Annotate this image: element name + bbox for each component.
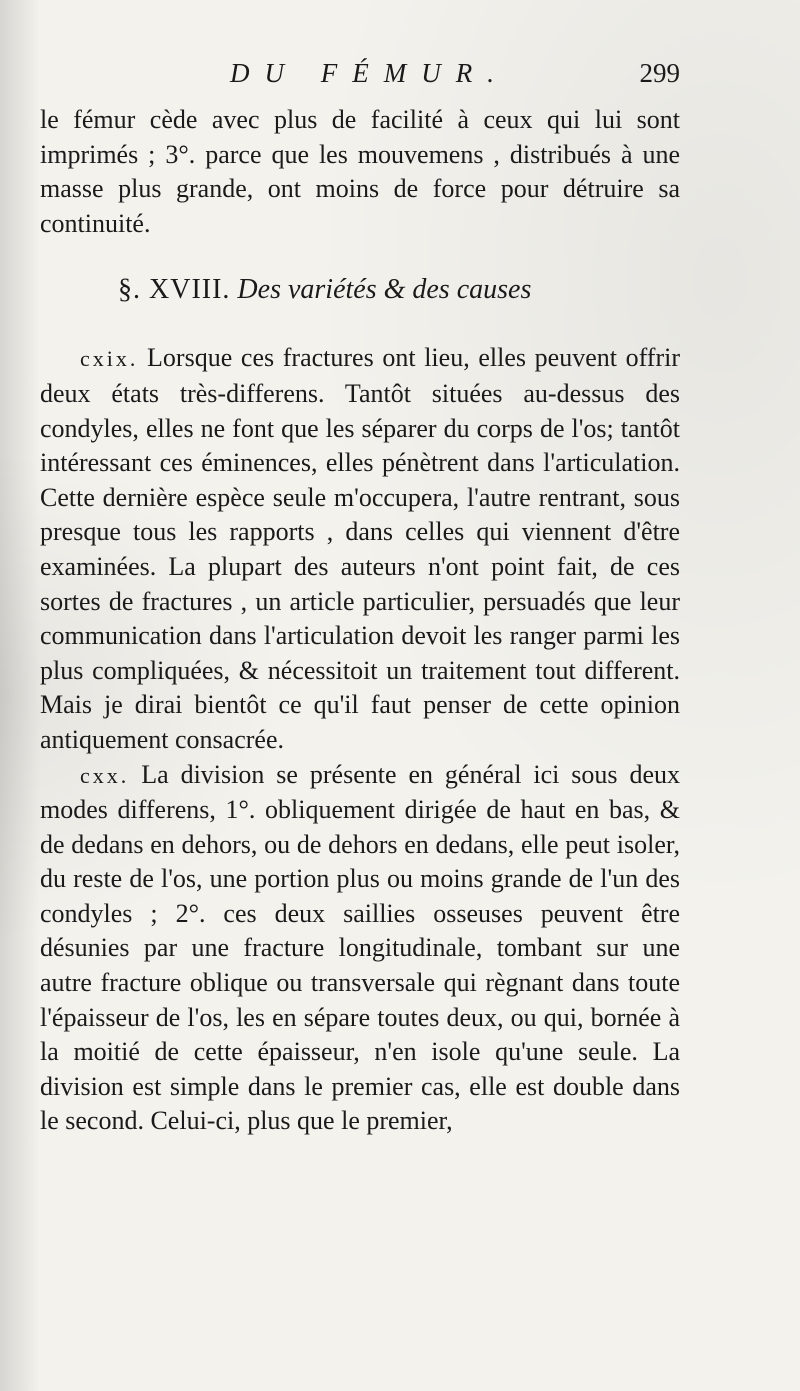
paragraph-text-cxx: La division se présente en général ici sous deux modes differens, 1°. obliquement dirigée de haut en bas, & de dedans en dehors, ou de dehors en dedans, elle peut isoler, du reste de l'os, une portion plus ou moins grande de l'un des condyles ; 2°. ces deux saillies osseuses peuvent être désunies par une fracture longitudinale, tombant sur une autre fracture oblique ou transversale qui règnant dans toute l'épaisseur de l'os, les en sépare toutes deux, ou qui, bornée à la moitié de cette épaisseur, n'en isole qu'une seule. La division est simple dans le premier cas, elle est double dans le second. Celui-ci, plus que le premier, [40, 759, 680, 1136]
paragraph-continued: le fémur cède avec plus de facilité à ceux qui lui sont imprimés ; 3°. parce que les mouvemens , distribués à une masse plus grande, ont moins de force pour détruire sa continuité. [40, 105, 680, 238]
body-text [40, 103, 680, 1139]
paragraph-cxx [40, 758, 680, 1140]
paragraph-text-cxix: Lorsque ces fractures ont lieu, elles peuvent offrir deux états très-differens. Tantôt situées au-dessus des condyles, elles ne font que les séparer du corps de l'os; tantôt intéressant ces éminences, elles pénètrent dans l'articulation. Cette dernière espèce seule m'occupera, l'autre rentrant, sous presque tous les rapports , dans celles qui viennent d'être examinées. La plupart des auteurs n'ont point fait, de ces sortes de fractures , un article particulier, persuadés que leur communication dans l'articulation devoit les ranger parmi les plus compliquées, & nécessitoit un traitement tout different. Mais je dirai bientôt ce qu'il faut penser de cette opinion antiquement consacrée. [40, 343, 680, 754]
section-number: §. XVIII. [118, 274, 231, 306]
running-title: DU FÉMUR. [230, 58, 509, 88]
section-title: Des variétés & des causes [237, 274, 532, 306]
section-heading [40, 273, 680, 307]
paragraph-cxix [40, 341, 680, 757]
paragraph-label-cxix: cxix. [80, 346, 139, 372]
page-header [40, 58, 680, 98]
paragraph-label-cxx: cxx. [80, 762, 130, 788]
page-number: 299 [639, 58, 680, 88]
gutter-shadow [0, 0, 40, 1391]
